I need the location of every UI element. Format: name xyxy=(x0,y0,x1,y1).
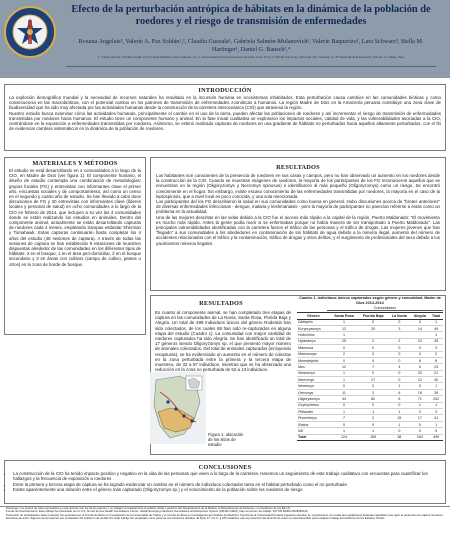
table-count-cell: 0 xyxy=(358,351,388,357)
capture-table xyxy=(297,296,443,441)
table-count-cell: 0 xyxy=(330,402,359,408)
table-genus-cell: Euryoryzomys xyxy=(297,325,330,331)
table-count-cell: 0 xyxy=(358,402,388,408)
table-count-cell: 2 xyxy=(330,351,359,357)
table-count-cell: 49 xyxy=(429,325,443,331)
table-count-cell: 0 xyxy=(388,377,410,383)
methods-body: El estudio se está desarrollando en 4 comunidades a lo largo de la CIO, en Madre de Dios (ver figura 1). El componente humano, el diseño de estudio contempla una combinación de metodologías: grupos focales (FG) y entrevistas con informantes clave el primer año, encuestas sociales y de comportamiento, así como un censo en el segundo y cuarto año de estudio. Se han llevado a cabo doce discusiones de FG y 20 entrevistas con informantes clave (líderes locales y personal de salud) en ocho comunidades a lo largo de la CIO en febrero de 2014, que incluyen a su vez las 4 comunidades donde se están realizando los estudios en animales. Dentro del componente animal, actualmente se están desarrollando capturas de roedores cada 4 meses, empleando trampas estándar Sherman y Tomahawk. Estas capturas continuarán hasta completar los 4 años del estudio (48 sesiones de captura). A través de todas las sesiones de captura se han establecido 8 estaciones de muestreo dispuestas alrededor de las comunidades en los diferentes tipos de hábitats: 2 en el bosque, 1 en el área peri-domiciliar, 2 en el bosque secundario y 3 en áreas con cultivos (campo de cultivo, pastos u otros) en la zona de borde de bosque. xyxy=(9,168,141,267)
table-count-cell: 1 xyxy=(330,370,359,376)
poster-footer xyxy=(0,506,450,541)
table-count-cell: 82 xyxy=(358,396,388,402)
table-genus-cell: Monodelphis xyxy=(297,357,330,363)
table-count-cell: 1 xyxy=(411,402,430,408)
poster-title: Efecto de la perturbación antrópica de hábitats en la dinámica de la población de roedores y el riesgo de transmisión de enfermedades xyxy=(71,4,431,27)
table-count-cell: 6 xyxy=(429,357,443,363)
table-header-cell: Alegría xyxy=(411,313,430,319)
table-genus-cell: Marmosops xyxy=(297,351,330,357)
table-count-cell: 0 xyxy=(388,402,410,408)
table-count-cell: 1 xyxy=(358,428,388,434)
introduction-paragraph-2: Nuestro estudio busca examinar cómo las actividades humanas, principalmente el cambio en el uso de la tierra, pueden afectar las poblaciones de roedores y así incrementar el riesgo de transmisión de enfermedades transmitidas por roedores hacia humanos. El estudio tiene un componente humano y animal. En la fase inicial cualitativa se exploraron los impactos sociales, calidad de vida, y las vulnerabilidades asociadas a la CIO, centrándose en la exposición a enfermedades transmitidas por roedores. Asimismo, se estimó realizado capturas de roedores en una gradiente de hábitats no perturbados hacia aquellos altamente perturbados, con el fin de evidenciar cambios sistemáticos en la dinámica de la población de roedores. xyxy=(9,110,441,132)
table-count-cell: 0 xyxy=(330,383,359,389)
table-header-cell: Florida Baja xyxy=(358,313,388,319)
table-count-cell: 2 xyxy=(358,338,388,344)
table-count-cell: 23 xyxy=(429,364,443,370)
conclusion-item: • Existe aparentemente una relación entre el género más capturado (Oligoryzomys sp.) y el conocimiento de la población sobre los roedores de riesgo xyxy=(13,487,445,492)
results-paragraph-2: Los participantes del los FG describieron la salud en sus comunidades como buena en general. Hubo discusiones acerca de "brotes anteriores" de diversas enfermedades infecciosas - dengue, malaria y leishmaniasis - pero la mayoría de participantes no parecían referirse a éstas como un problema en la actualidad. xyxy=(156,199,440,215)
introduction-paragraph-1: La explosión demográfica mundial y la necesidad de recursos naturales ha resultado en la incursión humana en ecosistemas inhabitados. Esta perturbación causa cambios en las comunidades bióticas y como consecuencia en las macrobióticas, con el potencial cambio en los patrones de transmisión de enfermedades zoonóticas a humanos. La región Madre de Dios en la Amazonía peruana constituye una zona clave de biodiversidad que ha sido muy afectada por las actividades humanas desde la construcción de la carretera interoceánica (CIO) que atraviesa la región. xyxy=(9,95,441,111)
table-total-row xyxy=(297,434,443,440)
table-genus-cell: Oecomys xyxy=(297,389,330,395)
table-count-cell: 3 xyxy=(411,428,430,434)
table-count-cell: 1 xyxy=(388,409,410,415)
table-count-cell: 15 xyxy=(388,415,410,421)
poster-authors: Roxana Angelats¹, Valerie A. Paz Soldán¹,², Claudia Guezala¹, Gabriela Salmón-Mulanovich¹, Valerie Baquerizo¹, Lara Schwarz³, Stella M. Hartinger¹, Daniel G. Bausch¹,⁴ xyxy=(78,38,424,53)
table-genus-cell: ND xyxy=(297,428,330,434)
table-genus-cell: Necromys xyxy=(297,377,330,383)
table-count-cell: 3 xyxy=(429,345,443,351)
table-count-cell: 0 xyxy=(411,409,430,415)
table-count-cell: 0 xyxy=(358,319,388,325)
table-body xyxy=(297,319,443,440)
table-total-cell: 164 xyxy=(411,434,430,440)
table-count-cell: 0 xyxy=(388,351,410,357)
table-count-cell: 11 xyxy=(330,389,359,395)
table-genus-cell: Holochilus xyxy=(297,332,330,338)
results-heading: RESULTADOS xyxy=(276,164,320,171)
introduction-body xyxy=(5,94,445,131)
footer-ethics: Protección de participantes: Este protocolo fue aprobado por el Comité de Ética en Investigación de la Universidad de Tulane y el Comité de Ética en Investigación del Instituto de Medicina Tropical de la Universidad Peruana Cayetano Heredia, en cumplimiento con todas las regulaciones federales aplicables que rigen la protección de sujetos humanos. xyxy=(6,512,444,517)
table-genus-cell: Mus xyxy=(297,364,330,370)
introduction-section xyxy=(4,84,446,151)
table-genus-cell: Hylaeamys xyxy=(297,338,330,344)
table-count-cell: 1 xyxy=(429,332,443,338)
poster-header xyxy=(0,0,450,78)
table-count-cell: 17 xyxy=(411,415,430,421)
table-count-cell: 0 xyxy=(411,319,430,325)
table-count-cell: 41 xyxy=(429,415,443,421)
conclusions-section xyxy=(4,460,446,504)
table-count-cell: 0 xyxy=(358,421,388,427)
naval-medical-research-logo-icon xyxy=(4,4,56,60)
conclusions-heading: CONCLUSIONES xyxy=(198,464,252,471)
table-count-cell: 0 xyxy=(411,351,430,357)
table-count-cell: 39 xyxy=(429,389,443,395)
table-genus-cell: Oxymycterus xyxy=(297,402,330,408)
table-count-cell: 4 xyxy=(388,364,410,370)
introduction-heading: INTRODUCCIÓN xyxy=(198,87,252,94)
table-count-cell: 1 xyxy=(330,319,359,325)
table-genus-cell: Marmosa xyxy=(297,345,330,351)
table-count-cell: 7 xyxy=(358,364,388,370)
results-animal-body: En cuanto al componente animal, se han completado tres etapas de captura en las comunidades de La Novia, Santa Rosa, Florida Baja y Alegría. Un total de 499 individuos únicos del género Rodentia han sido colectados, de los cuales 88 han sido re-capturados en alguna etapa del estudio (Cuadro 1). La comunidad con mayor cantidad de roedores capturados ha sido Alegría. Se han identificado un total de 17 géneros siendo Oligoryzomys sp. el que presentó mayor número de animales colectados. Del total de animales capturados (incluyendo recapturas), se ha evidenciado un aumento en el número de colectas en la zona perturbada entre la primera y la tercera etapa de muestreo, de 32 a 87 individuos, mientras que se ha observado una reducción en la zona no perturbada de 52 a 13 individuos. xyxy=(155,310,291,373)
table-count-cell: 1 xyxy=(358,409,388,415)
table-count-cell: 39 xyxy=(429,338,443,344)
table-count-cell: 1 xyxy=(388,383,410,389)
results-animal-heading: RESULTADOS xyxy=(199,300,243,307)
table-count-cell: 0 xyxy=(411,364,430,370)
results-paragraph-1: Los habitantes son conscientes de la presencia de roedores en sus casas y campos, pero no han observado un aumento en los roedores desde la construcción de la CIO. Cuando se muestran imágenes de roedores, la mayoría de los participantes de los FG reconocieron aquellos que se encuentran en la región (Oligoryzomys y Necromys spinosus) e identificaron al más pequeño (Oligoryzomys) como un riesgo. Se encontró comúnmente en el hogar. Sin embargo, existe escaso conocimiento de las enfermedades transmitidas por roedores, la mayoría en el caso de la leptospirosis, que a nivel local es poco conocida, y una sola mencionada. xyxy=(156,173,440,199)
table-count-cell: 5 xyxy=(388,396,410,402)
conclusions-list xyxy=(5,471,445,493)
results-qualitative-body xyxy=(151,171,445,246)
study-sites-map-icon xyxy=(150,372,206,444)
table-count-cell: 20 xyxy=(411,370,430,376)
table-count-cell: 1 xyxy=(330,428,359,434)
table-count-cell: 3 xyxy=(388,325,410,331)
table-count-cell: 44 xyxy=(330,396,359,402)
table-genus-cell: Philander xyxy=(297,409,330,415)
table-count-cell: 12 xyxy=(330,325,359,331)
table-genus-cell: Didelphis xyxy=(297,319,330,325)
table-genus-cell: Proechimys xyxy=(297,415,330,421)
footer-disclaimer: Descargo: Los puntos de vista expresados en este artículo son los de los autores y no reflejan necesariamente la política oficial o posición del Departamento de la Marina, el Departamento de Defensa, ni el Gobierno de los EE.UU. xyxy=(6,506,292,510)
table-count-cell: 1 xyxy=(429,383,443,389)
table-count-cell: 0 xyxy=(411,383,430,389)
methods-section xyxy=(4,157,146,335)
table-count-cell: 0 xyxy=(358,357,388,363)
table-genus-cell: Nectomys xyxy=(297,383,330,389)
table-count-cell: 202 xyxy=(429,396,443,402)
table-count-cell: 0 xyxy=(388,357,410,363)
table-count-cell: 7 xyxy=(330,415,359,421)
table-count-cell: 12 xyxy=(330,364,359,370)
table-count-cell: 20 xyxy=(358,325,388,331)
table-count-cell: 0 xyxy=(358,370,388,376)
results-qualitative-section xyxy=(150,157,446,291)
table-count-cell: 14 xyxy=(411,325,430,331)
table-count-cell: 1 xyxy=(429,402,443,408)
table-count-cell: 27 xyxy=(358,377,388,383)
table-count-cell: 3 xyxy=(429,409,443,415)
table-count-cell: 1 xyxy=(388,421,410,427)
table-count-cell: 0 xyxy=(388,319,410,325)
table-count-cell: 21 xyxy=(429,370,443,376)
footer-funding: Fuente de financiamiento: Este trabajo fue financiado por el U.S. Armed Forces Health Surveillance Center, Global Emerging Infections Surveillance and Response System (AFHSC-GEIS), bajo el número de trabajo: 847705.82000.25GB.B0016. xyxy=(6,509,309,514)
table-total-cell: Total xyxy=(297,434,330,440)
header-divider xyxy=(66,66,436,67)
table-count-cell: 71 xyxy=(411,396,430,402)
table-count-cell: 12 xyxy=(411,377,430,383)
conclusion-item: • Entre la primera y tercera etapa de captura se ha logrado evidenciar un cambio en el número de individuos colectados tanto en el hábitat perturbado como el no perturbado xyxy=(13,482,445,487)
table-count-cell: 1 xyxy=(429,319,443,325)
table-count-cell: 0 xyxy=(358,345,388,351)
table-count-cell: 2 xyxy=(358,415,388,421)
poster-affiliations: 1. Tulane School of Public Health and Tropical Medicine, New Orleans, LA; 2. Universidad Peruana Cayetano Heredia, Lima, Perú; 3. McGill University, Montreal, QC, Canada; 4. US Naval Medical Research Unit No. 6, Callao, Perú xyxy=(97,55,405,59)
results-paragraph-3: Una de las mejores descritas en las vidas debido a la CIO fue el acceso más rápido a la capital de la región, Puerto Maldonado: "El movimiento es mucho más rápido. Antes la gente podía morir si se enfermaban porque no había manera de ser transportado a Puerto Maldonado". Las principales vulnerabilidades identificadas con la carretera fueron el tráfico de las personas y el tráfico de drogas. Las mujeres jóvenes que han "llegado" a sus comunidades a los alrededores en contaminación de los hábitats de agua debido a la minería ilegal, aumento del número de accidentes relacionados con el tráfico y la contaminación, tráfico de drogas y otros delitos, y el surgimiento de profesionales del sexo debido a los yacimientos mineros ilegales. xyxy=(156,214,440,246)
table-count-cell: 0 xyxy=(330,345,359,351)
table-count-cell: 0 xyxy=(411,421,430,427)
table-genus-cell: Oligoryzomys xyxy=(297,396,330,402)
table-count-cell: 3 xyxy=(411,345,430,351)
table-header-cell: La Novia xyxy=(388,313,410,319)
methods-heading: MATERIALES Y MÉTODOS xyxy=(32,160,118,167)
table-grid xyxy=(297,312,443,441)
table-count-cell: 3 xyxy=(358,389,388,395)
table-count-cell: 2 xyxy=(388,338,410,344)
table-count-cell: 6 xyxy=(411,357,430,363)
table-genus-cell: Rattus xyxy=(297,421,330,427)
table-count-cell: 25 xyxy=(330,338,359,344)
table-count-cell: 40 xyxy=(429,377,443,383)
table-count-cell: 1 xyxy=(429,421,443,427)
table-count-cell: 0 xyxy=(330,357,359,363)
figure-caption: Figura 1: ubicación de los sitios de estudio xyxy=(208,432,244,447)
table-count-cell: 0 xyxy=(358,383,388,389)
table-count-cell: 0 xyxy=(388,345,410,351)
table-count-cell: 1 xyxy=(330,377,359,383)
table-count-cell: 10 xyxy=(411,338,430,344)
table-count-cell: 2 xyxy=(429,351,443,357)
table-count-cell: 0 xyxy=(388,428,410,434)
table-count-cell: 1 xyxy=(330,332,359,338)
footer-copyright: Derechos de autor: Algunos de los autores son empleados del Gobierno de los EE.UU. Este trabajo fue preparado como parte de sus funciones oficiales. El título 17 U.S.C. § 105 establece que la protección del derecho de autor no está disponible para cualquier trabajo del Gobierno de los Estados Unidos. xyxy=(6,515,386,520)
conclusion-item: • La construcción de la CIO ha tenido impacto positivo y negativo en la vida de las personas que viven a lo largo de la carretera. Haremos un seguimiento de este trabajo cualitativo con encuestas para cuantificar los hallazgos y la frecuencia de exposición a roedores xyxy=(13,471,445,482)
table-count-cell: 6 xyxy=(388,389,410,395)
table-count-cell: 19 xyxy=(411,389,430,395)
table-count-cell: 5 xyxy=(429,428,443,434)
table-total-cell: 38 xyxy=(388,434,410,440)
table-count-cell: 0 xyxy=(330,421,359,427)
table-total-cell: 124 xyxy=(330,434,359,440)
table-count-cell: 0 xyxy=(388,370,410,376)
table-count-cell: 1 xyxy=(330,409,359,415)
table-genus-cell: Neacomys xyxy=(297,370,330,376)
table-header-cell: Total xyxy=(429,313,443,319)
table-title: Cuadro 1. Individuos únicos capturados según género y comunidad; Madre de Dios 2013-2014 xyxy=(299,296,441,305)
table-header-cell: Santa Rosa xyxy=(330,313,359,319)
table-subtitle: Comunidades xyxy=(327,306,443,311)
table-total-cell: 499 xyxy=(429,434,443,440)
table-header-cell: Género xyxy=(297,313,330,319)
table-total-cell: 165 xyxy=(358,434,388,440)
